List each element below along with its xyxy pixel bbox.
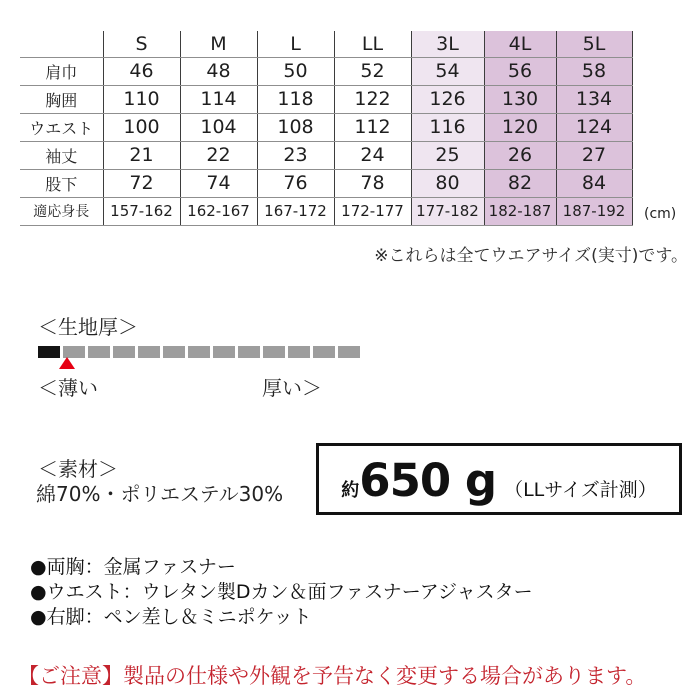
thickness-segment [163, 346, 185, 358]
thickness-segment [88, 346, 110, 358]
size-col-header-S: S [103, 31, 180, 57]
size-table-header-row [20, 31, 632, 57]
size-cell: 100 [103, 113, 180, 141]
material-title: ＜素材＞ [38, 457, 118, 481]
thickness-segment [238, 346, 260, 358]
size-col-header-L: L [257, 31, 334, 57]
size-cell: 130 [484, 85, 556, 113]
size-cell: 21 [103, 141, 180, 169]
size-col-header-5L: 5L [556, 31, 632, 57]
size-cell: 177-182 [411, 197, 484, 225]
size-cell: 74 [180, 169, 257, 197]
size-cell: 124 [556, 113, 632, 141]
size-cell: 110 [103, 85, 180, 113]
size-cell: 26 [484, 141, 556, 169]
size-cell: 134 [556, 85, 632, 113]
size-col-header-LL: LL [334, 31, 411, 57]
size-cell: 118 [257, 85, 334, 113]
size-cell: 187-192 [556, 197, 632, 225]
size-cell: 126 [411, 85, 484, 113]
thickness-segment [138, 346, 160, 358]
size-col-header-4L: 4L [484, 31, 556, 57]
unit-label: (cm) [644, 206, 677, 222]
fabric-thickness-bar [38, 346, 360, 358]
size-row-label: 股下 [20, 169, 103, 197]
size-cell: 112 [334, 113, 411, 141]
size-cell: 50 [257, 57, 334, 85]
size-cell: 108 [257, 113, 334, 141]
weight-suffix: （LLサイズ計測） [504, 479, 657, 501]
size-cell: 56 [484, 57, 556, 85]
size-row-label: 適応身長 [20, 197, 103, 225]
size-cell: 52 [334, 57, 411, 85]
size-cell: 122 [334, 85, 411, 113]
thickness-segment [288, 346, 310, 358]
feature-item: ●ウエスト：ウレタン製Dカン＆面ファスナーアジャスター [30, 581, 533, 603]
size-cell: 80 [411, 169, 484, 197]
size-cell: 78 [334, 169, 411, 197]
size-row-label: ウエスト [20, 113, 103, 141]
thickness-segment [213, 346, 235, 358]
size-cell: 58 [556, 57, 632, 85]
size-col-header-3L: 3L [411, 31, 484, 57]
weight-prefix: 約 [341, 480, 360, 501]
size-cell: 104 [180, 113, 257, 141]
size-table-row [20, 169, 632, 197]
thickness-thick-label: 厚い＞ [262, 376, 322, 400]
size-table-row [20, 197, 632, 225]
feature-item: ●右脚：ペン差し＆ミニポケット [30, 606, 312, 628]
size-cell: 72 [103, 169, 180, 197]
material-composition: 綿70%・ポリエステル30% [36, 482, 284, 506]
size-table-corner-cell [20, 31, 103, 57]
size-cell: 23 [257, 141, 334, 169]
size-cell: 116 [411, 113, 484, 141]
size-cell: 120 [484, 113, 556, 141]
size-table-row [20, 113, 632, 141]
size-cell: 54 [411, 57, 484, 85]
size-cell: 76 [257, 169, 334, 197]
size-cell: 172-177 [334, 197, 411, 225]
size-cell: 25 [411, 141, 484, 169]
size-cell: 46 [103, 57, 180, 85]
fabric-thickness-title: ＜生地厚＞ [38, 315, 138, 339]
size-cell: 114 [180, 85, 257, 113]
thickness-segment [263, 346, 285, 358]
size-cell: 82 [484, 169, 556, 197]
thickness-segment [338, 346, 360, 358]
size-table-row [20, 57, 632, 85]
size-cell: 48 [180, 57, 257, 85]
size-cell: 167-172 [257, 197, 334, 225]
size-table [20, 31, 633, 226]
size-cell: 22 [180, 141, 257, 169]
size-cell: 84 [556, 169, 632, 197]
thickness-segment-filled [38, 346, 60, 358]
size-table-row [20, 141, 632, 169]
size-cell: 27 [556, 141, 632, 169]
size-col-header-M: M [180, 31, 257, 57]
size-table-grid [20, 31, 633, 226]
size-row-label: 肩巾 [20, 57, 103, 85]
size-cell: 157-162 [103, 197, 180, 225]
size-row-label: 袖丈 [20, 141, 103, 169]
size-table-row [20, 85, 632, 113]
size-note: ※これらは全てウエアサイズ(実寸)です。 [374, 246, 688, 266]
thickness-thin-label: ＜薄い [38, 376, 98, 400]
size-row-label: 胸囲 [20, 85, 103, 113]
thickness-segment [313, 346, 335, 358]
notice-text: 【ご注意】製品の仕様や外観を予告なく変更する場合があります。 [18, 664, 647, 688]
size-cell: 182-187 [484, 197, 556, 225]
weight-value: 650 g [359, 454, 497, 507]
thickness-segment [188, 346, 210, 358]
thickness-segment [113, 346, 135, 358]
size-cell: 162-167 [180, 197, 257, 225]
feature-item: ●両胸：金属ファスナー [30, 556, 236, 578]
weight-box [316, 443, 682, 515]
thickness-marker-icon [59, 357, 75, 369]
size-cell: 24 [334, 141, 411, 169]
feature-list [30, 555, 533, 630]
